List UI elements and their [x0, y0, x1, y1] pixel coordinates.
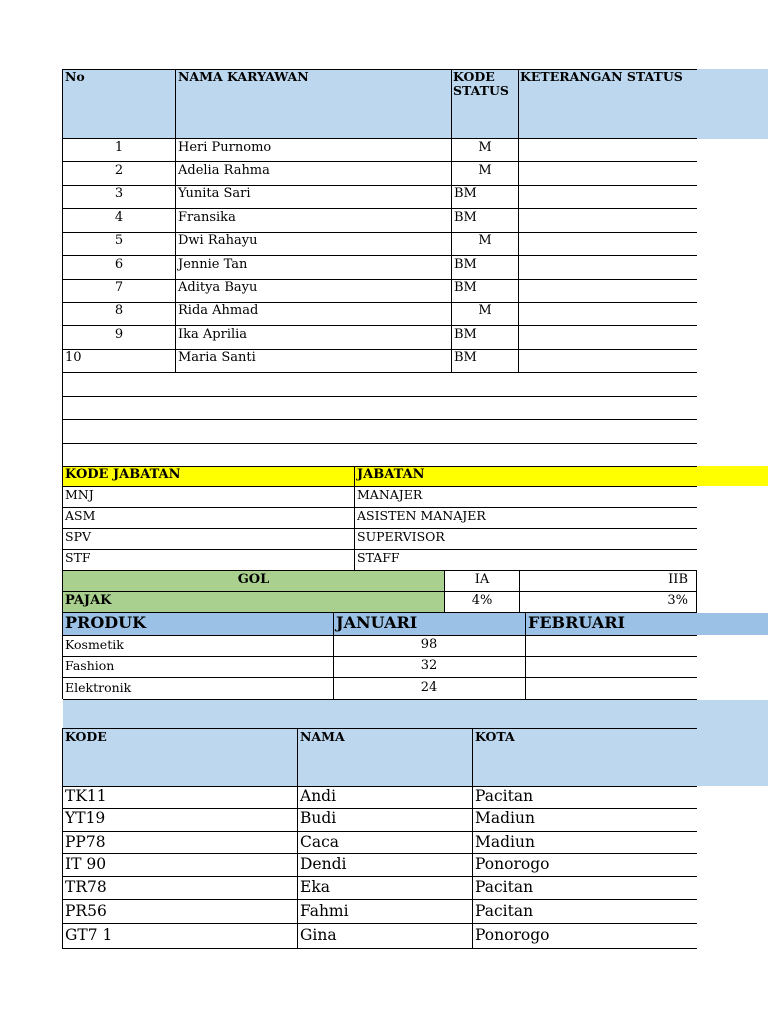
table-row-name: Fransika [178, 211, 236, 225]
table-row-kode: GT7 1 [65, 926, 113, 944]
table-row-nama: Budi [300, 809, 337, 827]
table-row-name: Aditya Bayu [178, 281, 258, 295]
gol-label: GOL [237, 573, 270, 587]
table-row-status: BM [454, 351, 477, 365]
gol-ia: IA [474, 573, 490, 587]
header-jabatan: JABATAN [357, 468, 425, 482]
gol-iib: IIB [668, 573, 688, 587]
table-row-kode: PR56 [65, 902, 107, 920]
table-row-kode: TR78 [65, 878, 107, 896]
table-row-status: M [478, 234, 492, 248]
table-row-status: BM [454, 328, 477, 342]
table-row-status: M [478, 141, 492, 155]
table-row-name: Yunita Sari [178, 187, 251, 201]
table-row-nama: Andi [300, 787, 337, 805]
table-row-kode: ASM [65, 509, 96, 523]
table-row-januari: 98 [420, 638, 438, 652]
table-row-no: 8 [114, 304, 124, 318]
table-row-jabatan: MANAJER [357, 488, 423, 502]
header-nama-karyawan: NAMA KARYAWAN [178, 70, 309, 84]
pajak-iib: 3% [667, 594, 688, 608]
table-row-januari: 32 [420, 659, 438, 673]
table-row-name: Rida Ahmad [178, 304, 259, 318]
table-row-nama: Eka [300, 878, 330, 896]
pajak-ia: 4% [471, 594, 493, 608]
header-produk: PRODUK [65, 614, 146, 632]
table-row-produk: Kosmetik [65, 638, 124, 652]
header-keterangan-status: KETERANGAN STATUS [520, 70, 683, 84]
table-row-status: BM [454, 211, 477, 225]
table-row-nama: Caca [300, 833, 340, 851]
table-row-status: M [478, 164, 492, 178]
table-row-no: 9 [114, 328, 124, 342]
table-row-kota: Pacitan [475, 787, 534, 805]
table-row-januari: 24 [420, 681, 438, 695]
table-row-kota: Pacitan [475, 902, 534, 920]
table-row-no: 1 [114, 141, 124, 155]
table-row-status: BM [454, 258, 477, 272]
pajak-label: PAJAK [65, 594, 112, 608]
table-row-kode: TK11 [65, 787, 107, 805]
table-row-kota: Ponorogo [475, 926, 550, 944]
table-row-no: 10 [65, 351, 82, 365]
table-row-kode: IT 90 [65, 855, 107, 873]
header-kode: KODE [65, 730, 107, 744]
table-row-jabatan: ASISTEN MANAJER [357, 509, 486, 523]
table-row-kode: PP78 [65, 833, 106, 851]
table-row-kode: SPV [65, 530, 92, 544]
table-row-nama: Fahmi [300, 902, 349, 920]
table-row-kota: Madiun [475, 833, 535, 851]
table-row-name: Ika Aprilia [178, 328, 248, 342]
header-januari: JANUARI [336, 614, 418, 632]
header-kota: KOTA [475, 730, 515, 744]
table-row-no: 6 [114, 258, 124, 272]
header-nama: NAMA [300, 730, 345, 744]
table-row-kota: Madiun [475, 809, 535, 827]
table-row-kota: Ponorogo [475, 855, 550, 873]
table-row-jabatan: STAFF [357, 551, 400, 565]
table-row-no: 7 [114, 281, 124, 295]
table-row-no: 2 [114, 164, 124, 178]
header-no: No [65, 70, 85, 84]
table-row-kode: STF [65, 551, 91, 565]
table-row-name: Adelia Rahma [178, 164, 270, 178]
table-row-status: BM [454, 187, 477, 201]
table-row-nama: Gina [300, 926, 337, 944]
table-row-name: Dwi Rahayu [178, 234, 258, 248]
header-kode-status: KODE STATUS [453, 70, 509, 98]
table-row-name: Jennie Tan [178, 258, 248, 272]
table-row-kota: Pacitan [475, 878, 534, 896]
table-row-status: M [478, 304, 492, 318]
table-row-name: Maria Santi [178, 351, 256, 365]
table-row-name: Heri Purnomo [178, 141, 272, 155]
table-row-no: 3 [114, 187, 124, 201]
table-row-kode: MNJ [65, 488, 94, 502]
table-row-jabatan: SUPERVISOR [357, 530, 445, 544]
table-row-nama: Dendi [300, 855, 347, 873]
header-kode-jabatan: KODE JABATAN [65, 468, 181, 482]
table-row-kode: YT19 [65, 809, 106, 827]
table-row-produk: Fashion [65, 659, 115, 673]
table-row-no: 4 [114, 211, 124, 225]
table-row-status: BM [454, 281, 477, 295]
table-row-produk: Elektronik [65, 681, 132, 695]
table-row-no: 5 [114, 234, 124, 248]
header-februari: FEBRUARI [528, 614, 626, 632]
